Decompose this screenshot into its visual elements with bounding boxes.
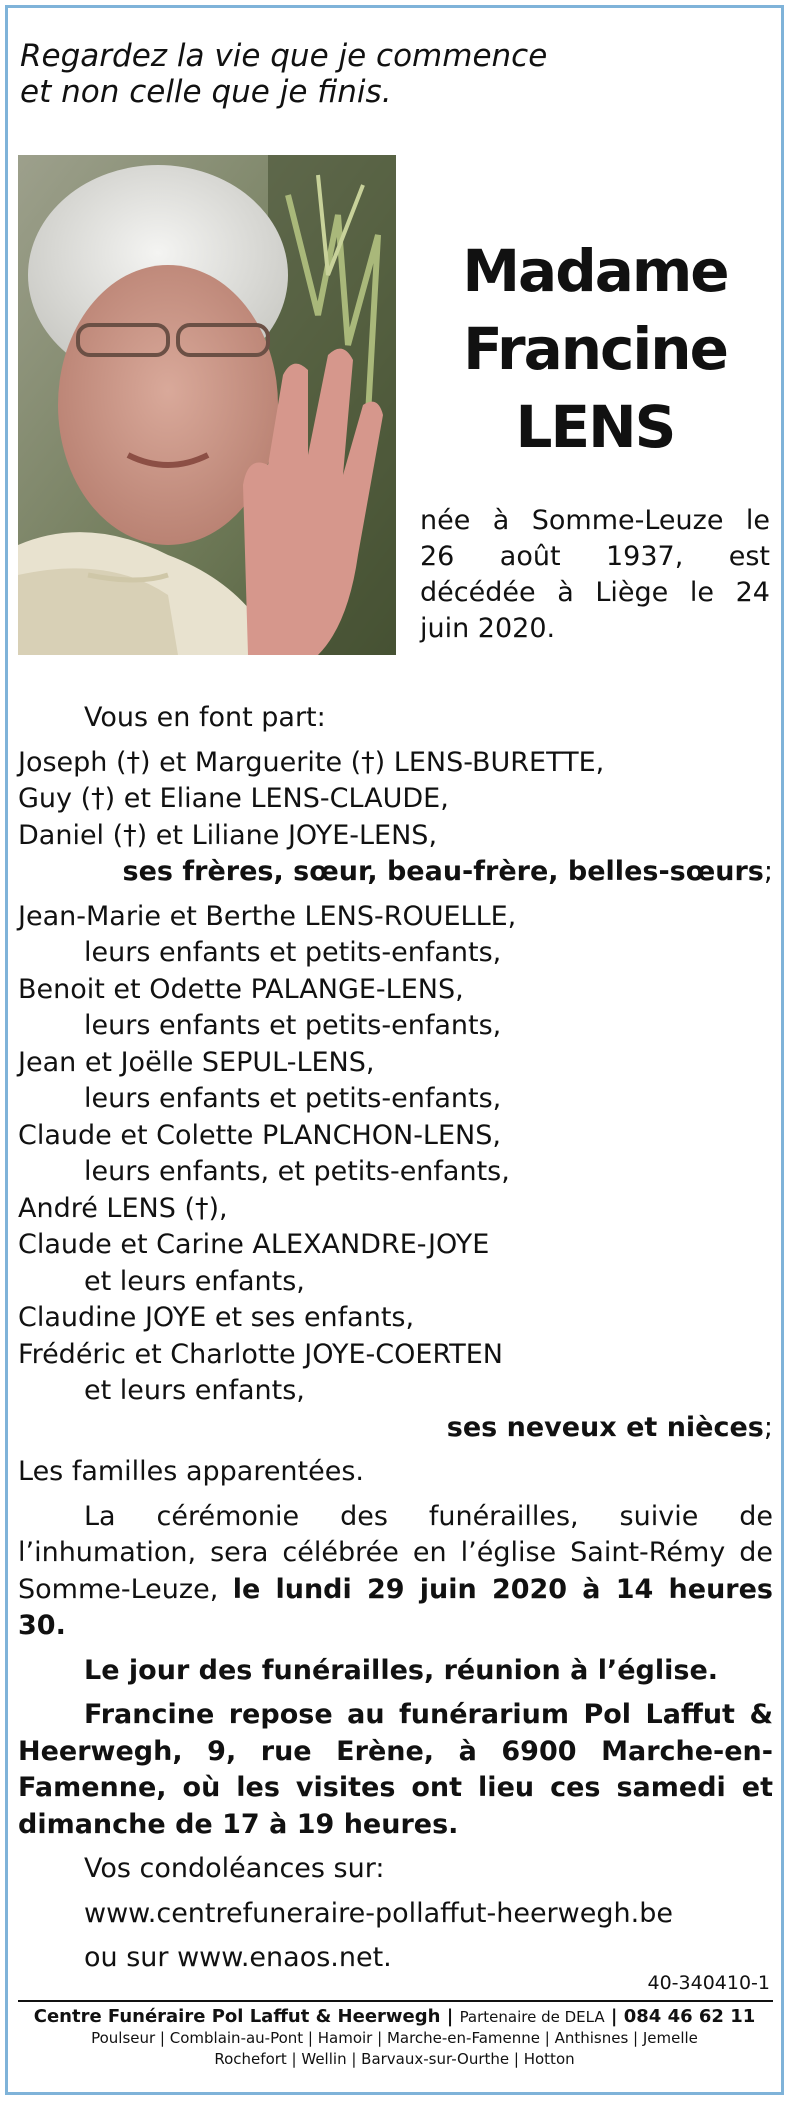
family-line: Claudine JOYE et ses enfants, — [18, 1302, 415, 1333]
phone-number: 084 46 62 11 — [623, 2006, 756, 2027]
deceased-name-heading — [420, 232, 770, 466]
funeral-home-footer — [12, 2006, 777, 2070]
condolences-label: Vos condoléances sur: — [84, 1853, 385, 1884]
condolences-link-2[interactable]: ou sur www.enaos.net. — [84, 1942, 392, 1973]
title-surname: LENS — [515, 393, 675, 461]
footer-locations-line: Rochefort | Wellin | Barvaux-sur-Ourthe | Hotton — [214, 2050, 575, 2068]
family-line: et leurs enfants, — [84, 1375, 305, 1406]
family-line: Frédéric et Charlotte JOYE-COERTEN — [18, 1338, 503, 1370]
footer-divider — [18, 2000, 773, 2002]
title-honorific: Madame — [462, 237, 728, 305]
quote-line: Regardez la vie que je commence — [20, 38, 548, 74]
portrait-photo — [18, 155, 396, 655]
epigraph-quote — [20, 38, 580, 110]
family-line: leurs enfants et petits-enfants, — [84, 1083, 502, 1114]
siblings-label — [18, 854, 773, 891]
reference-number: 40-340410-1 — [647, 1972, 770, 1994]
repose-paragraph: Francine repose au funérarium Pol Laffut & Heerwegh, 9, rue Erène, à 6900 Marche-en-Famenne, où les visites ont lieu ces samedi et dimanche de 17 à 19 heures. — [18, 1699, 773, 1840]
semicolon: ; — [763, 1411, 773, 1443]
ceremony-paragraph — [18, 1499, 773, 1645]
family-line: Claude et Carine ALEXANDRE-JOYE — [18, 1229, 490, 1260]
semicolon: ; — [763, 856, 773, 887]
family-line: Jean et Joëlle SEPUL-LENS, — [18, 1046, 375, 1078]
birth-death-statement: née à Somme-Leuze le 26 août 1937, est décédée à Liège le 24 juin 2020. — [420, 505, 770, 644]
family-line: Jean-Marie et Berthe LENS-ROUELLE, — [18, 900, 517, 932]
condolences-link-1[interactable]: www.centrefuneraire-pollaffut-heerwegh.be — [84, 1897, 673, 1929]
siblings-label-text: ses frères, sœur, beau-frère, belles-sœurs — [122, 856, 764, 887]
separator: | — [440, 2006, 460, 2027]
family-line: leurs enfants, et petits-enfants, — [84, 1156, 510, 1187]
funeral-home-name: Centre Funéraire Pol Laffut & Heerwegh — [33, 2006, 441, 2027]
family-line: André LENS (†), — [18, 1192, 228, 1224]
footer-locations-line: Poulseur | Comblain-au-Pont | Hamoir | Marche-en-Famenne | Anthisnes | Jemelle — [91, 2029, 698, 2047]
announcement-line: Vous en font part: — [84, 702, 326, 733]
portrait-image — [18, 155, 396, 655]
ceremony-datetime: le lundi 29 juin 2020 à 14 heures 30. — [18, 1573, 773, 1641]
title-first-name: Francine — [463, 315, 727, 383]
notice-body — [18, 700, 773, 1977]
footer-main-line — [12, 2006, 777, 2028]
family-line: Benoit et Odette PALANGE-LENS, — [18, 973, 464, 1005]
ceremony-text: La cérémonie des funérailles, suivie de l’inhumation, sera célébrée en l’église Saint-Rémy de Somme-Leuze, — [18, 1500, 773, 1605]
family-line: Joseph (†) et Marguerite (†) LENS-BURETTE, — [18, 746, 605, 778]
partner-text: Partenaire de DELA — [459, 2008, 605, 2026]
family-line: leurs enfants et petits-enfants, — [84, 1010, 502, 1041]
families-line: Les familles apparentées. — [18, 1456, 365, 1487]
quote-line: et non celle que je finis. — [20, 74, 392, 110]
family-line: Guy (†) et Eliane LENS-CLAUDE, — [18, 783, 449, 814]
separator: | — [604, 2006, 624, 2027]
meeting-line: Le jour des funérailles, réunion à l’église. — [84, 1654, 719, 1686]
family-line: Daniel (†) et Liliane JOYE-LENS, — [18, 819, 438, 851]
family-line: et leurs enfants, — [84, 1265, 305, 1297]
family-line: Claude et Colette PLANCHON-LENS, — [18, 1119, 501, 1151]
nephews-label — [18, 1410, 773, 1447]
family-line: leurs enfants et petits-enfants, — [84, 937, 502, 968]
nephews-label-text: ses neveux et nièces — [446, 1411, 764, 1443]
